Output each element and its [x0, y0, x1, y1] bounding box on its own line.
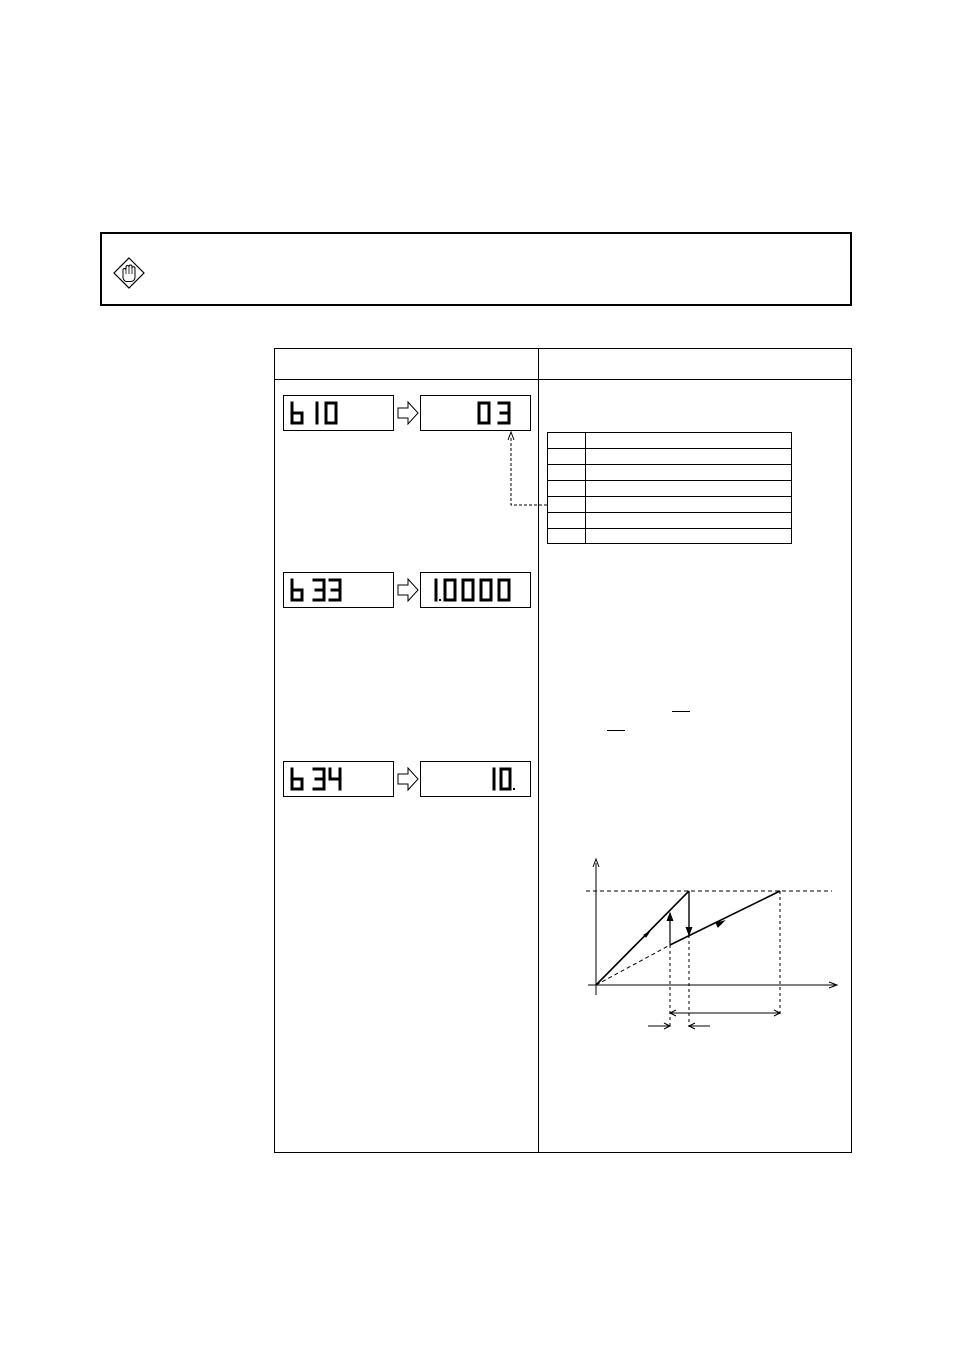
code-table-row: [548, 464, 791, 465]
arrow-right-icon: [397, 401, 419, 425]
fraction-bar: [607, 730, 625, 731]
lcd-segments: [284, 573, 393, 607]
lcd-segments: [284, 396, 393, 430]
lcd-param-value: [420, 572, 531, 608]
code-table-row: [548, 496, 791, 497]
arrowhead: [644, 931, 650, 937]
lcd-param-value: [420, 395, 531, 431]
lcd-segments: [421, 396, 530, 430]
code-table-row: [548, 512, 791, 513]
caution-box: [100, 232, 852, 306]
arrow-right-icon: [397, 578, 419, 602]
table-header-rule: [274, 379, 852, 380]
lcd-param-code: [283, 395, 394, 431]
caution-hand-icon: [112, 256, 146, 290]
dashed-connector: [505, 430, 550, 510]
shallow-ramp-line: [670, 891, 780, 945]
steep-ramp-line: [596, 891, 689, 985]
arrowhead: [667, 913, 673, 921]
code-table-row: [548, 448, 791, 449]
ramp-timing-graph: [580, 855, 842, 1035]
code-table: [547, 432, 792, 544]
extrapolated-ramp: [596, 945, 670, 985]
lcd-param-code: [283, 572, 394, 608]
lcd-segments: [421, 762, 530, 796]
lcd-segments: [284, 762, 393, 796]
arrow-right-icon: [397, 767, 419, 791]
code-table-row: [548, 480, 791, 481]
fraction-bar: [672, 711, 690, 712]
lcd-param-value: [420, 761, 531, 797]
lcd-segments: [421, 573, 530, 607]
code-table-row: [548, 528, 791, 529]
code-table-column-divider: [585, 433, 586, 543]
lcd-param-code: [283, 761, 394, 797]
